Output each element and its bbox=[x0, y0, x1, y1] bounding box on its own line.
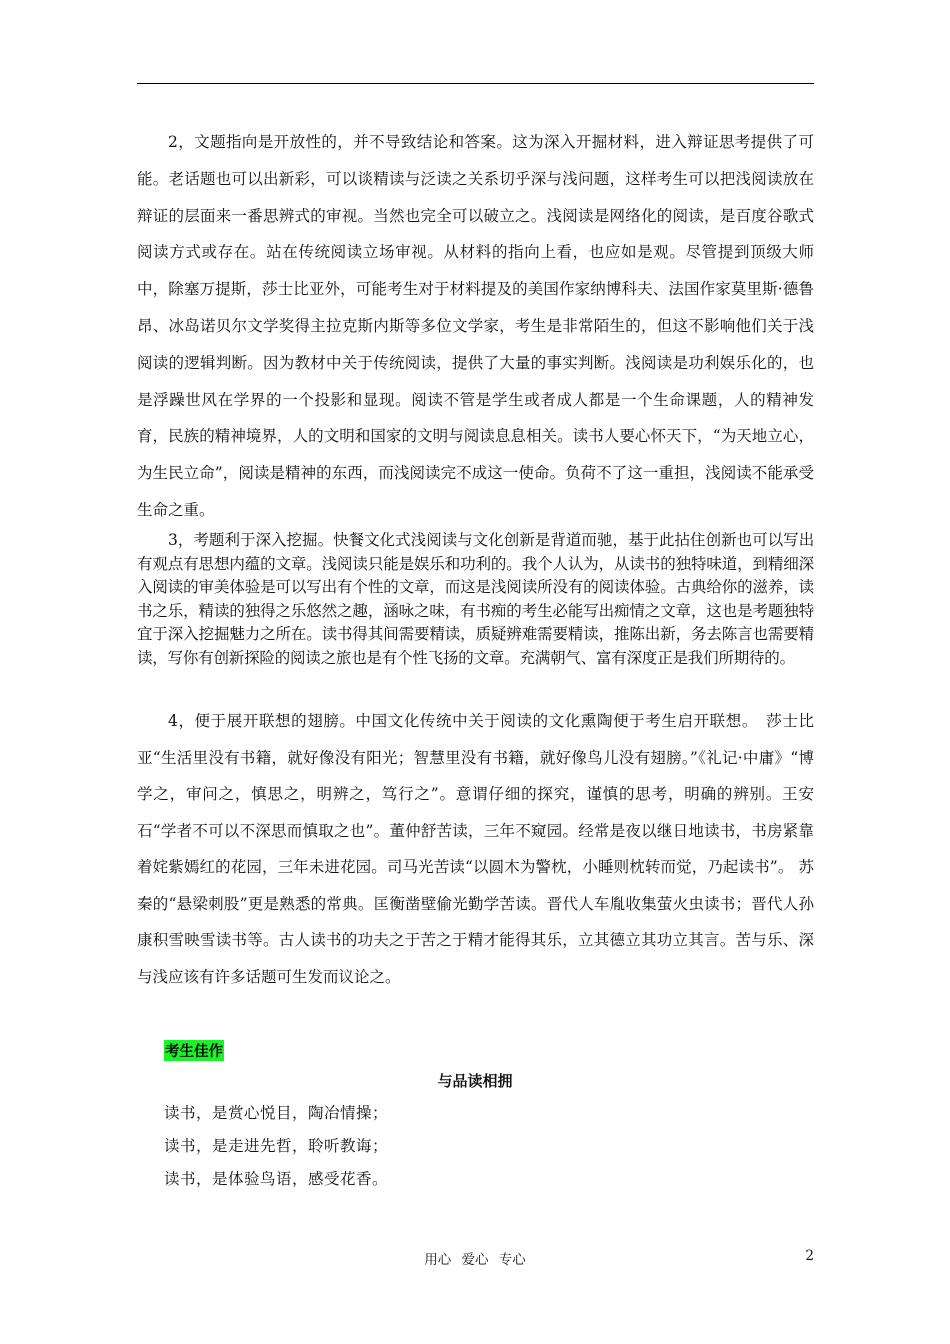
essay-line: 读书，是走进先哲，聆听教诲； bbox=[164, 1137, 389, 1155]
paragraph-point-3: 3，考题利于深入挖掘。快餐文化式浅阅读与文化创新是背道而驰，基于此拈住创新也可以写出有观点有思想内蕴的文章。浅阅读只能是娱乐和功利的。我个人认为，从读书的独特味道，到精细深入阅读的审美体验是可以写出有个性的文章，而这是浅阅读所没有的阅读体验。古典给你的滋养，读书之乐，精读的独得之乐悠然之趣，涵咏之味，有书痴的考生必能写出痴情之文章，这也是考题独特宜于深入挖掘魅力之所在。读书得其间需要精读，质疑辨难需要精读，推陈出新，务去陈言也需要精读，写你有创新探险的阅读之旅也是有个性飞扬的文章。充满朝气、富有深度正是我们所期待的。 bbox=[137, 531, 814, 667]
essay-line: 读书，是体验鸟语，感受花香。 bbox=[164, 1170, 389, 1188]
page-number: 2 bbox=[805, 1248, 814, 1264]
paragraph-point-4: 4，便于展开联想的翅膀。中国文化传统中关于阅读的文化熏陶便于考生启开联想。 莎士比亚“生活里没有书籍，就好像没有阳光；智慧里没有书籍，就好像鸟儿没有翅膀。”《礼记·中庸》“博学之，审问之，慎思之，明辨之，笃行之”。意谓仔细的探究，谨慎的思考，明确的辨别。王安石“学者不可以不深思而慎取之也”。董仲舒苦读，三年不窥园。经常是夜以继日地读书，书房紧靠着姹紫嫣红的花园，三年未进花园。司马光苦读“以圆木为警枕，小睡则枕转而觉，乃起读书”。 苏秦的“悬梁刺股”更是熟悉的常典。匡衡凿壁偷光勤学苦读。晋代人车胤收集萤火虫读书；晋代人孙康积雪映雪读书等。古人读书的功夫之于苦之于精才能得其乐，立其德立其功立其言。苦与乐、深与浅应该有许多话题可生发而议论之。 bbox=[137, 712, 814, 986]
essay-title: 与品读相拥 bbox=[437, 1072, 513, 1090]
paragraph-point-2: 2，文题指向是开放性的，并不导致结论和答案。这为深入开掘材料，进入辩证思考提供了可能。老话题也可以出新彩，可以谈精读与泛读之关系切乎深与浅问题，这样考生可以把浅阅读放在辩证的层面来一番思辨式的审视。当然也完全可以破立之。浅阅读是网络化的阅读，是百度谷歌式阅读方式或存在。站在传统阅读立场审视。从材料的指向上看，也应如是观。尽管提到顶级大师中，除塞万提斯，莎士比亚外，可能考生对于材料提及的美国作家纳博科夫、法国作家莫里斯·德鲁昂、冰岛诺贝尔文学奖得主拉克斯内斯等多位文学家，考生是非常陌生的，但这不影响他们关于浅阅读的逻辑判断。因为教材中关于传统阅读，提供了大量的事实判断。浅阅读是功利娱乐化的，也是浮躁世风在学界的一个投影和显现。阅读不管是学生或者成人都是一个生命课题，人的精神发育，民族的精神境界，人的文明和国家的文明与阅读息息相关。读书人要心怀天下，“为天地立心，为生民立命”，阅读是精神的东西，而浅阅读完不成这一使命。负荷不了这一重担，浅阅读不能承受生命之重。 bbox=[137, 133, 814, 519]
essay-line: 读书，是赏心悦目，陶冶情操； bbox=[164, 1104, 389, 1122]
header-rule bbox=[137, 83, 814, 84]
section-label-highlight: 考生佳作 bbox=[164, 1040, 224, 1061]
footer-motto: 用心 爱心 专心 bbox=[424, 1252, 526, 1268]
